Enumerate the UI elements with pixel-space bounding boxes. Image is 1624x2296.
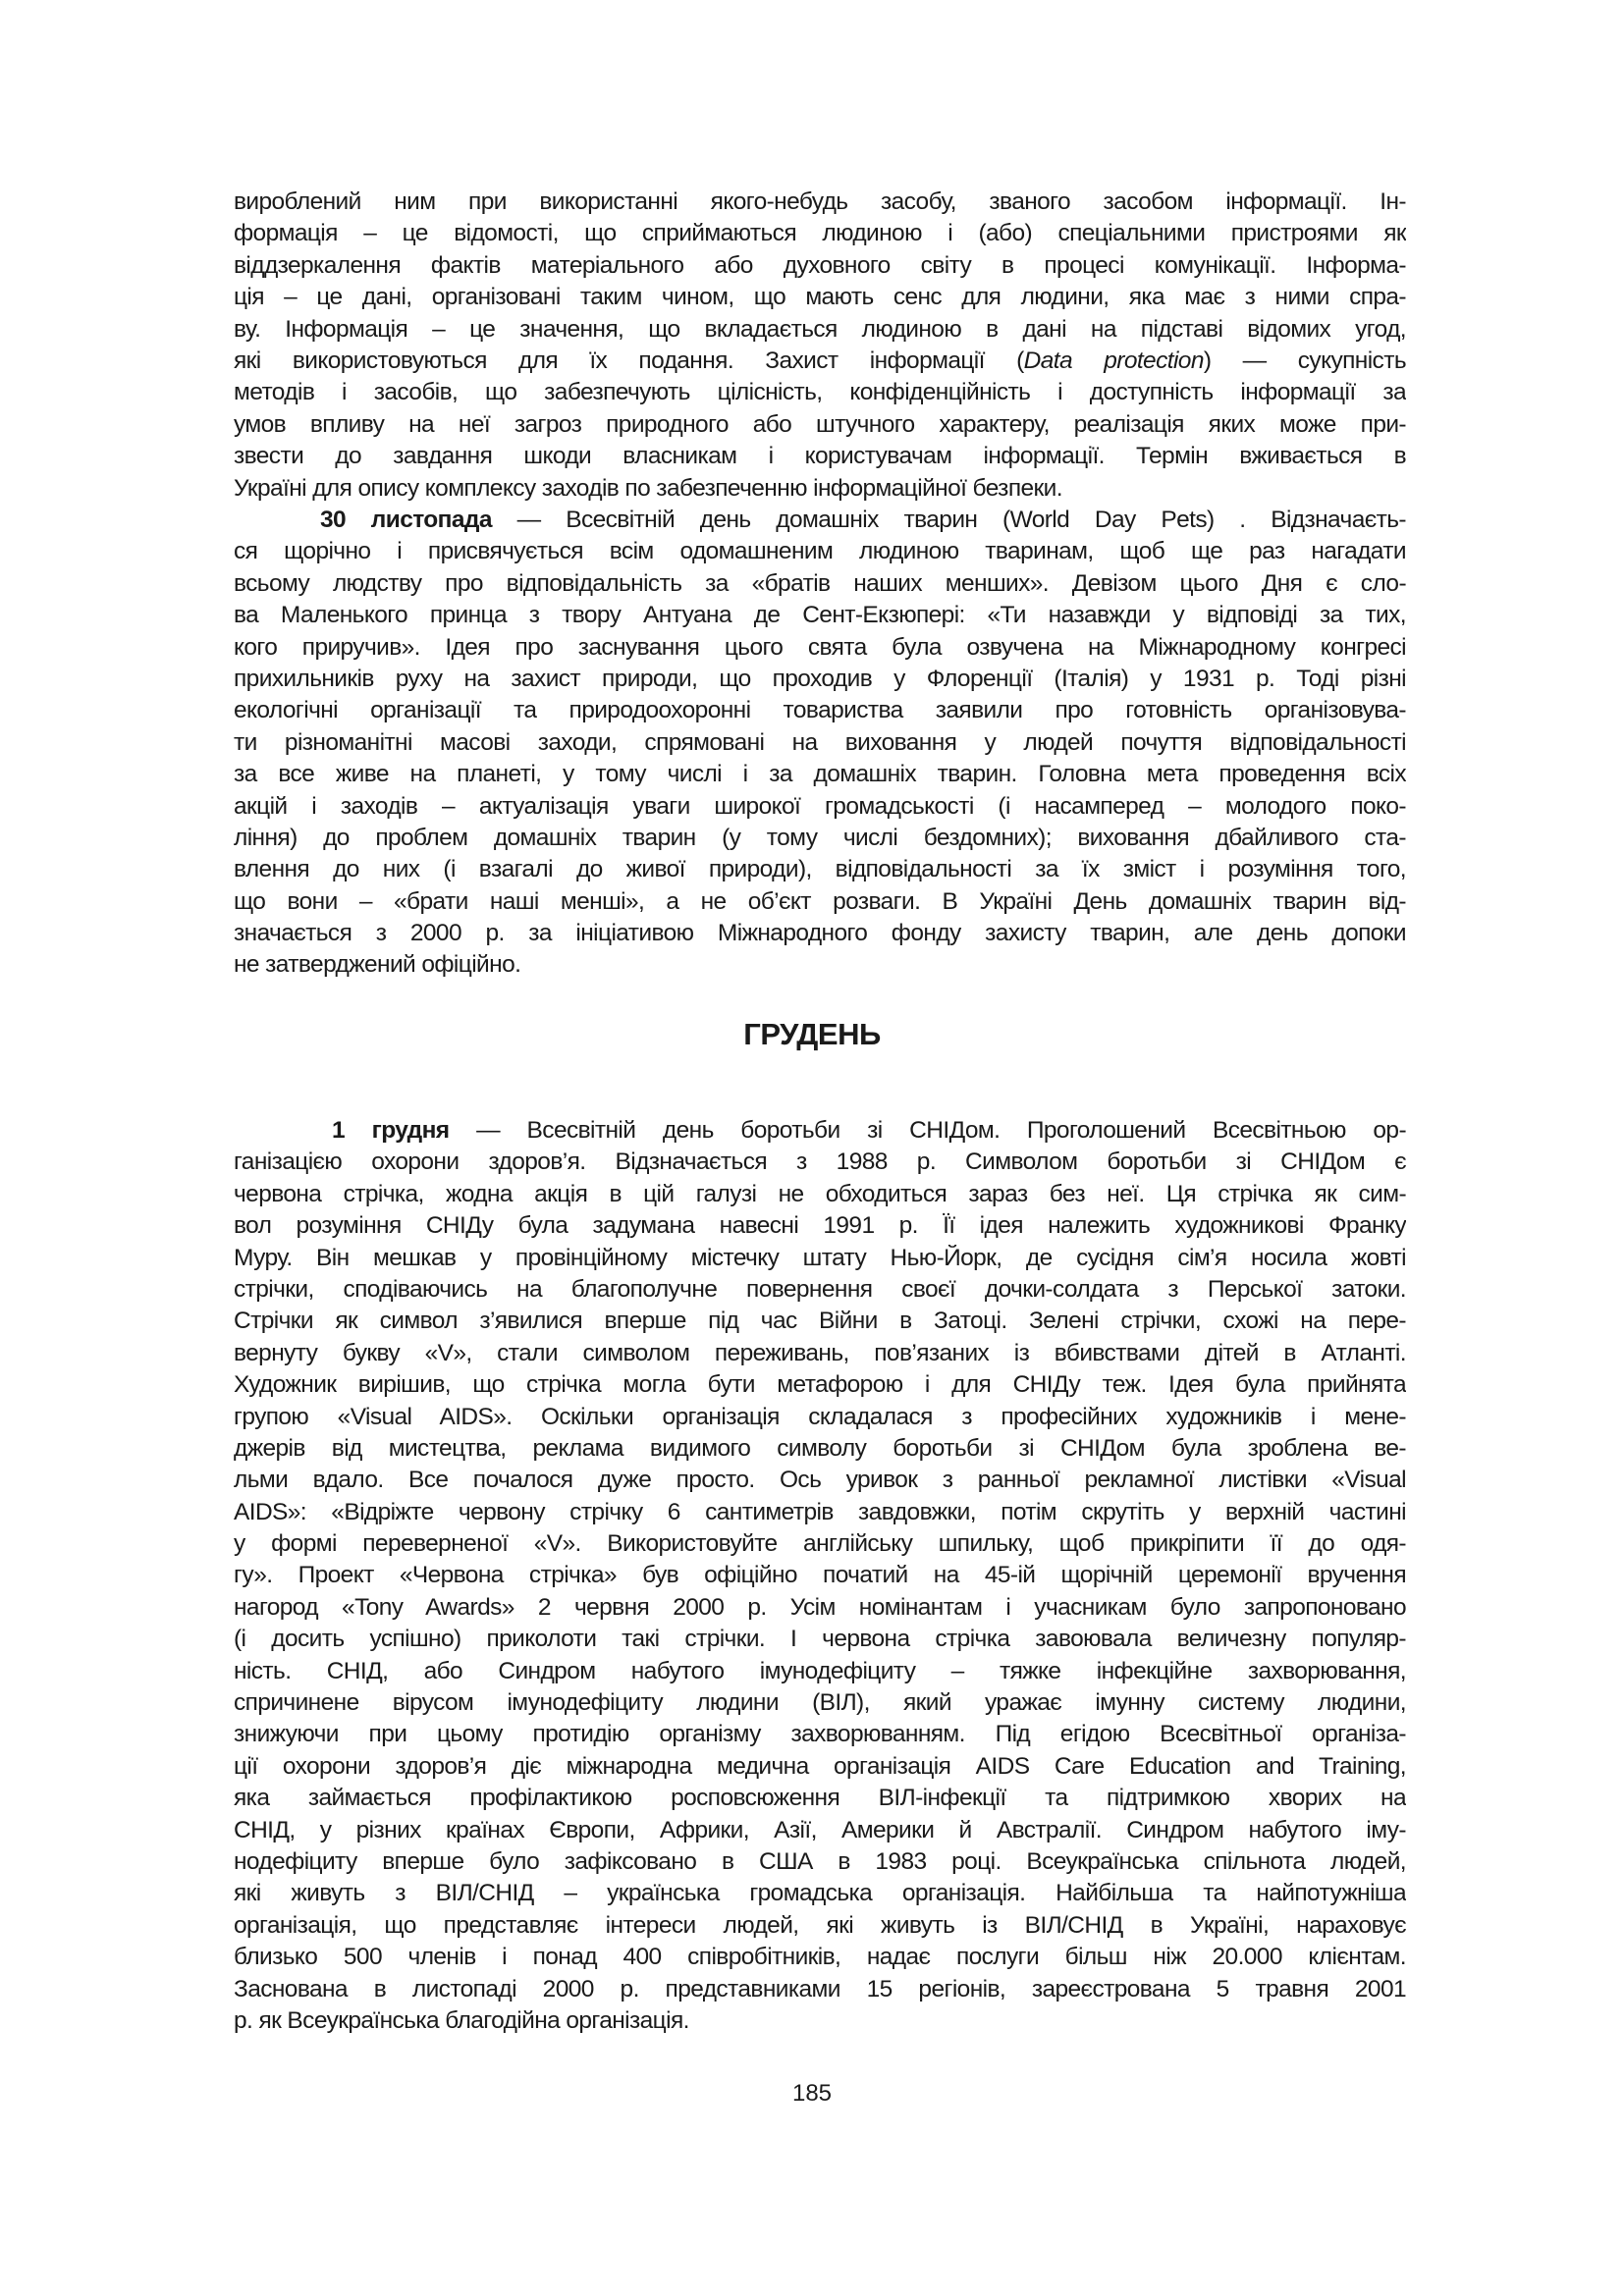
text-line: формація – це відомості, що сприймаються людиною і (або) спеціальними пристроями як [234, 220, 1406, 247]
text-line: екологічні організації та природоохоронні товариства заявили про готовність організовува- [234, 697, 1406, 724]
section-heading-december: ГРУДЕНЬ [743, 1017, 881, 1051]
date-label: 30 листопада [320, 507, 492, 533]
text-line: ганізацією охорони здоров’я. Відзначається з 1988 р. Символом боротьби зі СНІДом є [234, 1148, 1406, 1176]
text-line: за все живе на планеті, у тому числі і за домашніх тварин. Головна мета проведення всіх [234, 761, 1406, 788]
text-line-data-protection [234, 347, 1406, 379]
paragraph-information-continuation [234, 188, 1406, 507]
text-run: які використовуються для їх подання. Захист інформації ( [234, 347, 1024, 374]
text-run: — Всесвітній день домашніх тварин (World Day Pets) . Відзначаєть- [491, 507, 1406, 533]
text-line: ву. Інформація – це значення, що вкладається людиною в дані на підставі відомих угод, [234, 315, 1406, 343]
text-line: ція – це дані, організовані таким чином, що мають сенс для людини, яка має з ними спра- [234, 284, 1406, 311]
text-line: ції охорони здоров’я діє міжнародна медична організація AIDS Care Education and Training, [234, 1752, 1406, 1780]
text-line: ва Маленького принца з твору Антуана де Сент-Екзюпері: «Ти назавжди у відповіді за тих, [234, 602, 1406, 629]
text-line: стрічки, сподіваючись на благополучне повернення своєї дочки-солдата з Перської затоки. [234, 1275, 1406, 1303]
text-line: ність. СНІД, або Синдром набутого імунодефіциту – тяжке інфекційне захворювання, [234, 1657, 1406, 1684]
text-line: близько 500 членів і понад 400 співробітників, надає послуги більш ніж 20.000 клієнтам. [234, 1944, 1406, 1971]
text-line: знижуючи при цьому протидію організму захворюванням. Під егідою Всесвітньої організа- [234, 1721, 1406, 1748]
text-line: р. як Всеукраїнська благодійна організація. [234, 2006, 689, 2034]
text-line: Муру. Він мешкав у провінційному містечку штату Нью-Йорк, де сусідня сім’я носила жовті [234, 1244, 1406, 1271]
text-line: AIDS»: «Відріжте червону стрічку 6 сантиметрів завдовжки, потім скрутіть у верхній частині [234, 1498, 1406, 1525]
text-line: прихильників руху на захист природи, що проходив у Флоренції (Італія) у 1931 р. Тоді різні [234, 665, 1406, 692]
text-line: організація, що представляє інтереси людей, які живуть із ВІЛ/СНІД в Україні, нараховує [234, 1911, 1406, 1939]
text-line: які живуть з ВІЛ/СНІД – українська громадська організація. Найбільша та найпотужніша [234, 1880, 1406, 1907]
text-line: групою «Visual AIDS». Оскільки організація складалася з професійних художників і мене- [234, 1403, 1406, 1430]
text-line: кого приручив». Ідея про заснування цього свята була озвучена на Міжнародному конгресі [234, 633, 1406, 661]
date-label: 1 грудня [332, 1117, 450, 1144]
text-line: (і досить успішно) приколоти такі стрічки. І червона стрічка завоювала величезну популяр- [234, 1626, 1406, 1653]
text-line: нодефіциту вперше було зафіксовано в США в 1983 році. Всеукраїнська спільнота людей, [234, 1847, 1406, 1875]
text-line: нагород «Tony Awards» 2 червня 2000 р. Усім номінантам і учасникам було запропоновано [234, 1593, 1406, 1621]
text-line: всьому людству про відповідальність за «братів наших менших». Девізом цього Дня є сло- [234, 569, 1406, 597]
text-line: у формі перевернeної «V». Використовуйте англійську шпильку, щоб прикріпити її до одя- [234, 1530, 1406, 1558]
text-run: ) — сукупність [1203, 347, 1406, 374]
text-line-first [234, 1117, 1406, 1148]
text-line: значається з 2000 р. за ініціативою Міжнародного фонду захисту тварин, але день допоки [234, 920, 1406, 947]
term-data-protection: Data protection [1023, 347, 1204, 374]
text-line: Заснована в листопаді 2000 р. представниками 15 регіонів, зареєстрована 5 травня 2001 [234, 1975, 1406, 2002]
text-line: льми вдало. Все почалося дуже просто. Ось уривок з ранньої рекламної листівки «Visual [234, 1467, 1406, 1494]
text-line: звести до завдання шкоди власникам і користувачам інформації. Термін вживається в [234, 443, 1406, 470]
text-line: гу». Проект «Червона стрічка» був офіційно початий на 45-ій щорічній церемонії вручення [234, 1562, 1406, 1589]
page-number: 185 [791, 2080, 833, 2107]
text-line: джерів від мистецтва, реклама видимого символу боротьби зі СНІДом була зроблена ве- [234, 1434, 1406, 1462]
text-line: вироблений ним при використанні якого-небудь засобу, званого засобом інформації. Ін- [234, 188, 1406, 215]
text-line: методів і засобів, що забезпечують цілісність, конфіденційність і доступність інформації за [234, 379, 1406, 406]
text-line: Україні для опису комплексу заходів по забезпеченню інформаційної безпеки. [234, 474, 1062, 502]
text-line: акцій і заходів – актуалізація уваги широкої громадськості (і насамперед – молодого поко- [234, 792, 1406, 820]
text-line: не затверджений офіційно. [234, 951, 521, 979]
text-line: що вони – «брати наші менші», а не об’єкт розваги. В Україні День домашніх тварин від- [234, 887, 1406, 915]
text-run: — Всесвітній день боротьби зі СНІДом. Проголошений Всесвітньою ор- [449, 1117, 1406, 1144]
text-line: Стрічки як символ з’явилися вперше під час Війни в Затоці. Зелені стрічки, схожі на пере- [234, 1308, 1406, 1335]
paragraph-world-aids-day [234, 1117, 1406, 2039]
text-line-first [234, 507, 1406, 538]
text-line: влення до них (і взагалі до живої природи), відповідальності за їх зміст і розуміння того, [234, 856, 1406, 883]
text-line: червона стрічка, жодна акція в цій галузі не обходиться зараз без неї. Ця стрічка як сим- [234, 1180, 1406, 1207]
text-line: умов впливу на неї загроз природного або штучного характеру, реалізація яких може при- [234, 410, 1406, 438]
text-line: СНІД, у різних країнах Європи, Африки, Азії, Америки й Австралії. Синдром набутого іму- [234, 1816, 1406, 1843]
text-line: вол розуміння СНІДу була задумана навесні 1991 р. Її ідея належить художникові Франку [234, 1212, 1406, 1240]
text-line: ся щорічно і присвячується всім одомашненим людиною тваринам, щоб ще раз нагадати [234, 538, 1406, 565]
text-line: ти різноманітні масові заходи, спрямовані на виховання у людей почуття відповідальності [234, 728, 1406, 756]
paragraph-world-day-pets [234, 507, 1406, 984]
text-line: віддзеркалення фактів матеріального або духовного світу в процесі комунікації. Інформа- [234, 251, 1406, 279]
text-line: спричинене вірусом імунодефіциту людини (ВІЛ), який уражає імунну систему людини, [234, 1689, 1406, 1717]
text-line: ління) до проблем домашніх тварин (у тому числі бездомних); виховання дбайливого ста- [234, 824, 1406, 851]
text-line: яка займається профілактикою росповсюження ВІЛ-інфекції та підтримкою хворих на [234, 1785, 1406, 1812]
text-line: Художник вирішив, що стрічка могла бути метафорою і для СНІДу теж. Ідея була прийнята [234, 1371, 1406, 1399]
text-line: вернуту букву «V», стали символом переживань, пов’язаних із вбивствами дітей в Атланті. [234, 1339, 1406, 1366]
